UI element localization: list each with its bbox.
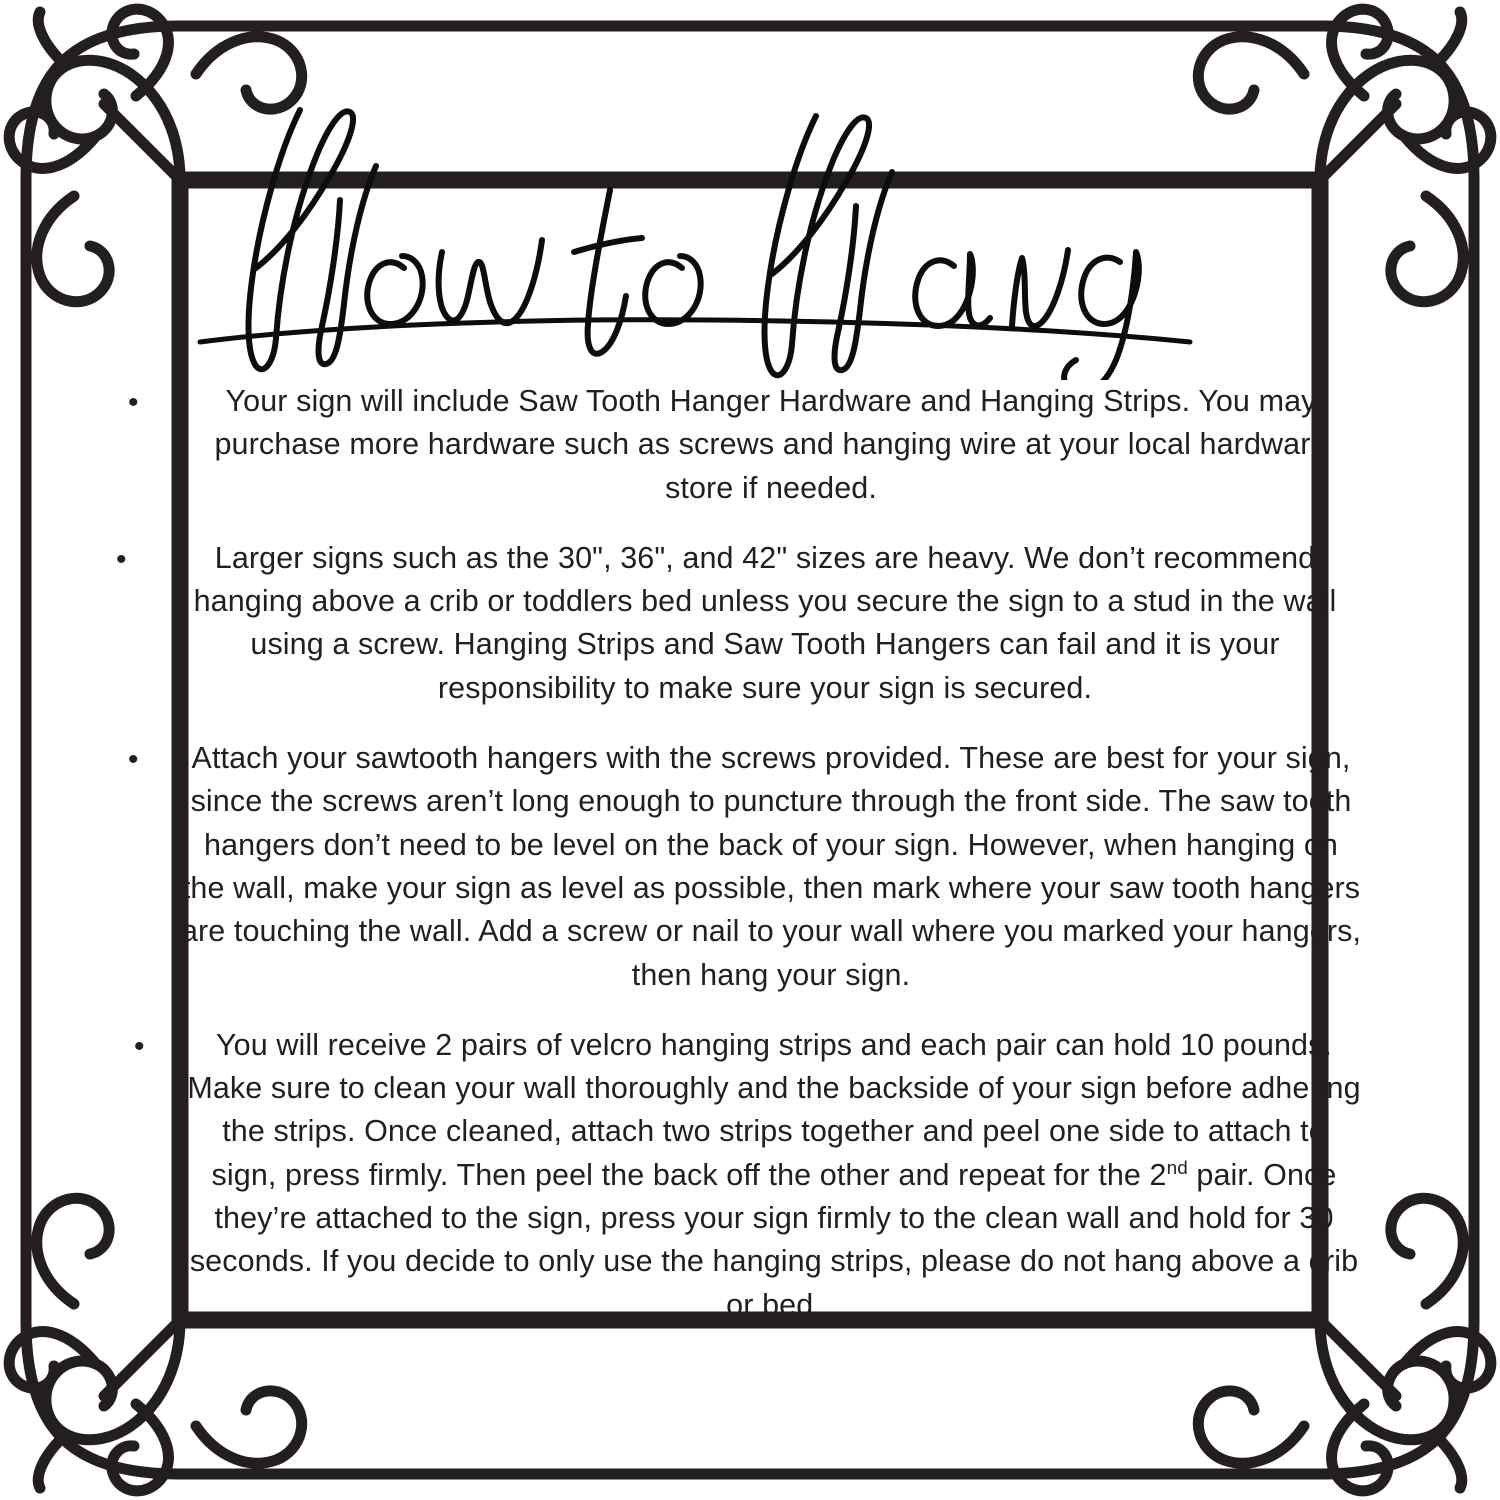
page-title [110, 70, 1390, 380]
list-item-text-part1: You will receive 2 pairs of velcro hanging strips and each pair can hold 10 pounds. Make sure to clean your wall thoroughly and the backside of your sign before adhering the strips. Once cleaned, attach two strips together and peel one side to attach to sign, press firmly. Then peel the back off the other and repeat for the 2 [187, 1027, 1361, 1192]
title-script-lettering [190, 80, 1290, 380]
list-item [110, 1024, 1390, 1327]
list-item [110, 537, 1390, 710]
list-item-text: Attach your sawtooth hangers with the screws provided. These are best for your sign, since the screws aren’t long enough to puncture through the front side. The saw tooth hangers don’t need to be level on the back of your sign. However, when hanging on the wall, make your sign as level as possible, then mark where your saw tooth hangers are touching the wall. Add a screw or nail to your wall where you marked your hangers, then hang your sign. [180, 741, 1362, 992]
ordinal-superscript: nd [1166, 1157, 1188, 1179]
list-item-text: Larger signs such as the 30", 36", and 42" sizes are heavy. We don’t recommend hanging above a crib or toddlers bed unless you secure the sign to a stud in the wall using a screw. Hanging Strips and Saw Tooth Hangers can fail and it is your responsibility to make sure your sign is secured. [193, 540, 1337, 705]
document-content [110, 70, 1390, 1430]
list-item [110, 380, 1390, 510]
bullet-marker: • [128, 743, 139, 777]
list-item-text: Your sign will include Saw Tooth Hanger Hardware and Hanging Strips. You may purchase more hardware such as screws and hanging wire at your local hardware store if needed. [214, 384, 1328, 505]
list-item [110, 737, 1390, 997]
bullet-marker: • [134, 1029, 145, 1063]
instruction-list [110, 380, 1390, 1327]
bullet-marker: • [128, 386, 139, 419]
bullet-marker: • [116, 542, 127, 576]
list-item-text-part2: pair. Once they’re attached to the sign, press your sign firmly to the clean wall and hold for 30 seconds. If you decide to only use the hanging strips, please do not hang above a crib or bed. [189, 1157, 1359, 1322]
list-item-text [138, 1024, 1362, 1327]
